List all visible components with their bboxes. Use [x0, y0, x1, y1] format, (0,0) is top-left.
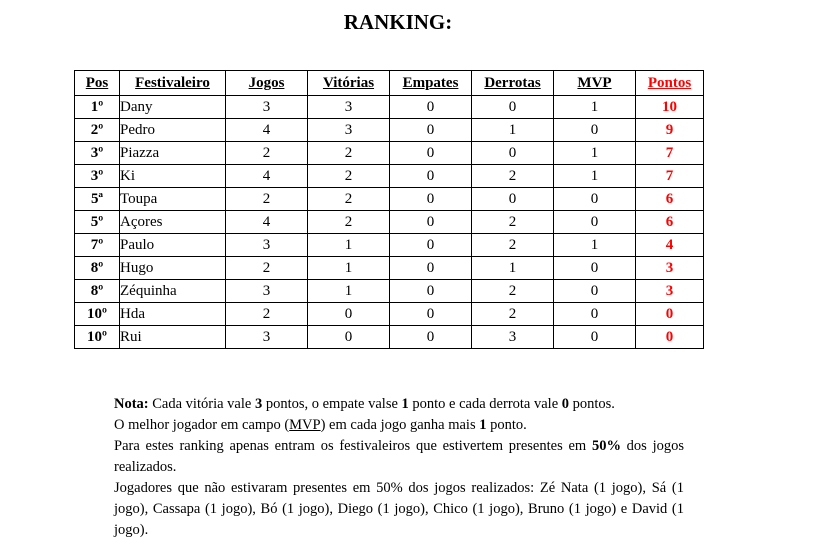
header-empates: Empates [390, 71, 472, 96]
table-row [75, 142, 704, 165]
table-row [75, 211, 704, 234]
cell-empates: 0 [390, 119, 472, 142]
header-festivaleiro: Festivaleiro [120, 71, 226, 96]
cell-pontos: 0 [636, 303, 704, 326]
cell-derrotas: 2 [472, 165, 554, 188]
cell-empates: 0 [390, 188, 472, 211]
cell-name: Hugo [120, 257, 226, 280]
cell-derrotas: 2 [472, 280, 554, 303]
cell-pontos: 10 [636, 96, 704, 119]
note-text: dos jogos realizados. [114, 438, 684, 475]
cell-name: Ki [120, 165, 226, 188]
cell-jogos: 3 [226, 234, 308, 257]
note-bold: 50% [591, 438, 621, 454]
cell-pontos: 3 [636, 280, 704, 303]
cell-mvp: 1 [554, 142, 636, 165]
cell-pos: 2º [75, 119, 120, 142]
cell-pontos: 7 [636, 142, 704, 165]
cell-mvp: 1 [554, 234, 636, 257]
cell-mvp: 0 [554, 188, 636, 211]
cell-jogos: 4 [226, 119, 308, 142]
cell-mvp: 0 [554, 303, 636, 326]
table-row [75, 119, 704, 142]
cell-vitorias: 0 [308, 326, 390, 349]
cell-mvp: 1 [554, 96, 636, 119]
note-label: Nota: [114, 396, 149, 412]
cell-mvp: 0 [554, 211, 636, 234]
ranking-table [74, 70, 704, 349]
cell-derrotas: 0 [472, 188, 554, 211]
cell-derrotas: 2 [472, 303, 554, 326]
cell-derrotas: 0 [472, 96, 554, 119]
cell-derrotas: 2 [472, 211, 554, 234]
header-jogos: Jogos [226, 71, 308, 96]
cell-vitorias: 0 [308, 303, 390, 326]
cell-vitorias: 1 [308, 234, 390, 257]
cell-empates: 0 [390, 211, 472, 234]
note-bold: 1 [401, 396, 409, 412]
cell-pos: 8º [75, 280, 120, 303]
cell-derrotas: 1 [472, 119, 554, 142]
cell-name: Açores [120, 211, 226, 234]
cell-mvp: 0 [554, 326, 636, 349]
cell-empates: 0 [390, 280, 472, 303]
cell-vitorias: 2 [308, 165, 390, 188]
cell-vitorias: 1 [308, 280, 390, 303]
cell-mvp: 0 [554, 119, 636, 142]
cell-empates: 0 [390, 326, 472, 349]
cell-jogos: 2 [226, 142, 308, 165]
cell-name: Pedro [120, 119, 226, 142]
cell-pos: 10º [75, 326, 120, 349]
page-title: RANKING: [343, 10, 453, 34]
cell-name: Hda [120, 303, 226, 326]
note-block [114, 394, 684, 541]
cell-name: Dany [120, 96, 226, 119]
note-mvp-underlined: MVP [289, 417, 321, 433]
cell-name: Piazza [120, 142, 226, 165]
cell-derrotas: 3 [472, 326, 554, 349]
cell-vitorias: 3 [308, 96, 390, 119]
cell-pontos: 6 [636, 211, 704, 234]
cell-mvp: 0 [554, 257, 636, 280]
note-text: pontos, o empate valse [262, 396, 402, 412]
note-line-scoring [114, 394, 684, 415]
cell-pontos: 7 [636, 165, 704, 188]
cell-empates: 0 [390, 234, 472, 257]
cell-jogos: 3 [226, 326, 308, 349]
cell-pos: 1º [75, 96, 120, 119]
cell-name: Paulo [120, 234, 226, 257]
header-mvp: MVP [554, 71, 636, 96]
table-row [75, 326, 704, 349]
cell-jogos: 3 [226, 96, 308, 119]
header-derrotas: Derrotas [472, 71, 554, 96]
note-line-absent-players: Jogadores que não estivaram presentes em 50% dos jogos realizados: Zé Nata (1 jogo), Sá (1 jogo), Cassapa (1 jogo), Bó (1 jogo), Diego (1 jogo), Chico (1 jogo), Bruno (1 jogo) e David (1 jogo). [114, 480, 684, 538]
ranking-table-body [75, 96, 704, 349]
table-row [75, 234, 704, 257]
cell-mvp: 1 [554, 165, 636, 188]
cell-vitorias: 1 [308, 257, 390, 280]
cell-vitorias: 2 [308, 142, 390, 165]
header-pos: Pos [75, 71, 120, 96]
cell-empates: 0 [390, 165, 472, 188]
table-row [75, 257, 704, 280]
note-text: Cada vitória vale [148, 396, 255, 412]
cell-name: Rui [120, 326, 226, 349]
cell-empates: 0 [390, 257, 472, 280]
table-header-row [75, 71, 704, 96]
cell-jogos: 2 [226, 257, 308, 280]
cell-pos: 7º [75, 234, 120, 257]
table-row [75, 303, 704, 326]
cell-pontos: 9 [636, 119, 704, 142]
cell-pontos: 6 [636, 188, 704, 211]
cell-vitorias: 3 [308, 119, 390, 142]
cell-pontos: 3 [636, 257, 704, 280]
cell-jogos: 3 [226, 280, 308, 303]
cell-empates: 0 [390, 142, 472, 165]
cell-jogos: 4 [226, 211, 308, 234]
header-pontos: Pontos [636, 71, 704, 96]
note-bold: 3 [254, 396, 263, 412]
cell-empates: 0 [390, 303, 472, 326]
note-text: ) em cada jogo ganha mais [320, 417, 480, 433]
note-text: O melhor jogador em campo ( [114, 417, 290, 433]
cell-pos: 5ª [75, 188, 120, 211]
table-row [75, 188, 704, 211]
header-vitorias: Vitórias [308, 71, 390, 96]
cell-mvp: 0 [554, 280, 636, 303]
cell-jogos: 2 [226, 188, 308, 211]
cell-pos: 3º [75, 142, 120, 165]
note-line-eligibility [114, 436, 684, 478]
note-bold: 1 [479, 417, 487, 433]
note-text: ponto. [486, 417, 527, 433]
table-row [75, 165, 704, 188]
cell-pontos: 0 [636, 326, 704, 349]
cell-pos: 8º [75, 257, 120, 280]
cell-jogos: 2 [226, 303, 308, 326]
table-row [75, 96, 704, 119]
note-bold: 0 [561, 396, 570, 412]
cell-name: Zéquinha [120, 280, 226, 303]
note-line-mvp [114, 415, 684, 436]
note-text: Para estes ranking apenas entram os festivaleiros que estivertem presentes em [114, 438, 592, 454]
cell-empates: 0 [390, 96, 472, 119]
cell-derrotas: 1 [472, 257, 554, 280]
cell-jogos: 4 [226, 165, 308, 188]
cell-name: Toupa [120, 188, 226, 211]
cell-derrotas: 0 [472, 142, 554, 165]
cell-vitorias: 2 [308, 188, 390, 211]
note-text: pontos. [569, 396, 615, 412]
table-row [75, 280, 704, 303]
cell-pontos: 4 [636, 234, 704, 257]
cell-pos: 10º [75, 303, 120, 326]
note-text: ponto e cada derrota vale [408, 396, 562, 412]
cell-derrotas: 2 [472, 234, 554, 257]
cell-pos: 5º [75, 211, 120, 234]
cell-pos: 3º [75, 165, 120, 188]
cell-vitorias: 2 [308, 211, 390, 234]
